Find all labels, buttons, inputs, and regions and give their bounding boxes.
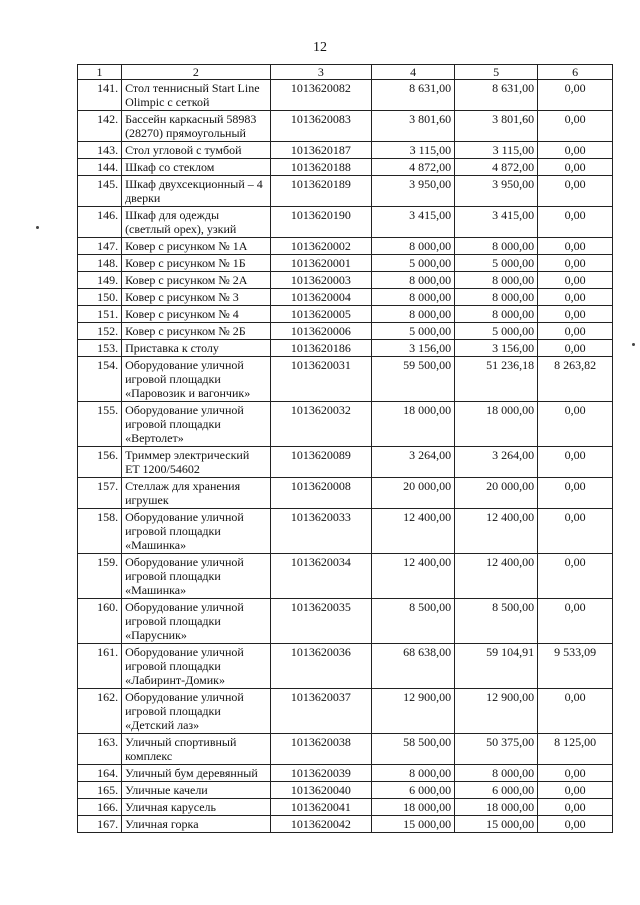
table-row [78,80,613,111]
inventory-code-cell: 1013620038 [270,734,371,765]
book-value-cell: 8 000,00 [372,306,455,323]
depreciation-value-cell: 18 000,00 [455,402,538,447]
depreciation-value-cell: 3 801,60 [455,111,538,142]
inventory-code-cell: 1013620031 [270,357,371,402]
inventory-code-cell: 1013620001 [270,255,371,272]
inventory-code-cell: 1013620190 [270,207,371,238]
residual-value-cell: 0,00 [538,447,613,478]
item-name-cell: Шкаф двухсекционный – 4 дверки [122,176,271,207]
row-number-cell: 160. [78,599,122,644]
row-number-cell: 161. [78,644,122,689]
item-name-cell: Ковер с рисунком № 2А [122,272,271,289]
book-value-cell: 12 900,00 [372,689,455,734]
book-value-cell: 18 000,00 [372,799,455,816]
inventory-code-cell: 1013620187 [270,142,371,159]
table-row [78,782,613,799]
row-number-cell: 167. [78,816,122,833]
table-row [78,554,613,599]
item-name-cell: Оборудование уличной игровой площадки «Парусник» [122,599,271,644]
inventory-code-cell: 1013620083 [270,111,371,142]
book-value-cell: 3 115,00 [372,142,455,159]
column-header: 2 [122,65,271,80]
table-row [78,402,613,447]
item-name-cell: Стол угловой с тумбой [122,142,271,159]
row-number-cell: 154. [78,357,122,402]
row-number-cell: 152. [78,323,122,340]
book-value-cell: 8 631,00 [372,80,455,111]
item-name-cell: Ковер с рисунком № 2Б [122,323,271,340]
book-value-cell: 8 000,00 [372,272,455,289]
column-header: 3 [270,65,371,80]
inventory-code-cell: 1013620189 [270,176,371,207]
scan-speck [632,343,635,346]
inventory-code-cell: 1013620082 [270,80,371,111]
depreciation-value-cell: 4 872,00 [455,159,538,176]
depreciation-value-cell: 18 000,00 [455,799,538,816]
inventory-code-cell: 1013620037 [270,689,371,734]
depreciation-value-cell: 8 631,00 [455,80,538,111]
inventory-code-cell: 1013620186 [270,340,371,357]
depreciation-value-cell: 15 000,00 [455,816,538,833]
residual-value-cell: 0,00 [538,142,613,159]
residual-value-cell: 0,00 [538,272,613,289]
inventory-code-cell: 1013620002 [270,238,371,255]
column-number-row [78,65,613,80]
residual-value-cell: 0,00 [538,509,613,554]
table-row [78,799,613,816]
row-number-cell: 142. [78,111,122,142]
table-row [78,323,613,340]
residual-value-cell: 0,00 [538,306,613,323]
depreciation-value-cell: 8 000,00 [455,765,538,782]
depreciation-value-cell: 51 236,18 [455,357,538,402]
depreciation-value-cell: 12 900,00 [455,689,538,734]
row-number-cell: 164. [78,765,122,782]
book-value-cell: 15 000,00 [372,816,455,833]
inventory-code-cell: 1013620041 [270,799,371,816]
residual-value-cell: 8 125,00 [538,734,613,765]
item-name-cell: Шкаф для одежды (светлый орех), узкий [122,207,271,238]
row-number-cell: 165. [78,782,122,799]
row-number-cell: 141. [78,80,122,111]
depreciation-value-cell: 5 000,00 [455,255,538,272]
inventory-code-cell: 1013620032 [270,402,371,447]
book-value-cell: 4 872,00 [372,159,455,176]
book-value-cell: 5 000,00 [372,323,455,340]
item-name-cell: Приставка к столу [122,340,271,357]
table-row [78,447,613,478]
book-value-cell: 5 000,00 [372,255,455,272]
row-number-cell: 148. [78,255,122,272]
inventory-code-cell: 1013620005 [270,306,371,323]
depreciation-value-cell: 12 400,00 [455,509,538,554]
depreciation-value-cell: 8 000,00 [455,272,538,289]
row-number-cell: 144. [78,159,122,176]
inventory-code-cell: 1013620006 [270,323,371,340]
residual-value-cell: 0,00 [538,159,613,176]
inventory-code-cell: 1013620033 [270,509,371,554]
item-name-cell: Триммер электрический ET 1200/54602 [122,447,271,478]
row-number-cell: 157. [78,478,122,509]
depreciation-value-cell: 8 000,00 [455,306,538,323]
item-name-cell: Оборудование уличной игровой площадки «Детский лаз» [122,689,271,734]
depreciation-value-cell: 59 104,91 [455,644,538,689]
book-value-cell: 3 415,00 [372,207,455,238]
row-number-cell: 143. [78,142,122,159]
table-row [78,142,613,159]
table-row [78,306,613,323]
row-number-cell: 155. [78,402,122,447]
book-value-cell: 18 000,00 [372,402,455,447]
depreciation-value-cell: 3 115,00 [455,142,538,159]
table-body [78,80,613,833]
inventory-code-cell: 1013620089 [270,447,371,478]
book-value-cell: 68 638,00 [372,644,455,689]
residual-value-cell: 0,00 [538,689,613,734]
depreciation-value-cell: 6 000,00 [455,782,538,799]
item-name-cell: Ковер с рисунком № 1А [122,238,271,255]
item-name-cell: Ковер с рисунком № 3 [122,289,271,306]
column-header: 6 [538,65,613,80]
column-header: 4 [372,65,455,80]
item-name-cell: Стеллаж для хранения игрушек [122,478,271,509]
table-row [78,765,613,782]
row-number-cell: 145. [78,176,122,207]
table-row [78,111,613,142]
residual-value-cell: 0,00 [538,340,613,357]
row-number-cell: 151. [78,306,122,323]
residual-value-cell: 0,00 [538,255,613,272]
row-number-cell: 149. [78,272,122,289]
residual-value-cell: 9 533,09 [538,644,613,689]
column-header: 1 [78,65,122,80]
inventory-code-cell: 1013620035 [270,599,371,644]
item-name-cell: Уличная горка [122,816,271,833]
item-name-cell: Оборудование уличной игровой площадки «Машинка» [122,509,271,554]
residual-value-cell: 0,00 [538,765,613,782]
row-number-cell: 166. [78,799,122,816]
inventory-code-cell: 1013620042 [270,816,371,833]
item-name-cell: Ковер с рисунком № 4 [122,306,271,323]
inventory-code-cell: 1013620036 [270,644,371,689]
book-value-cell: 59 500,00 [372,357,455,402]
item-name-cell: Уличный бум деревянный [122,765,271,782]
item-name-cell: Шкаф со стеклом [122,159,271,176]
residual-value-cell: 0,00 [538,111,613,142]
item-name-cell: Стол теннисный Start Line Olimpic с сеткой [122,80,271,111]
book-value-cell: 8 000,00 [372,289,455,306]
row-number-cell: 153. [78,340,122,357]
depreciation-value-cell: 20 000,00 [455,478,538,509]
item-name-cell: Оборудование уличной игровой площадки «Паровозик и вагончик» [122,357,271,402]
residual-value-cell: 0,00 [538,80,613,111]
table-row [78,599,613,644]
table-row [78,357,613,402]
book-value-cell: 8 500,00 [372,599,455,644]
item-name-cell: Уличный спортивный комплекс [122,734,271,765]
item-name-cell: Оборудование уличной игровой площадки «Вертолет» [122,402,271,447]
depreciation-value-cell: 3 156,00 [455,340,538,357]
depreciation-value-cell: 3 415,00 [455,207,538,238]
row-number-cell: 163. [78,734,122,765]
book-value-cell: 8 000,00 [372,238,455,255]
item-name-cell: Оборудование уличной игровой площадки «Машинка» [122,554,271,599]
residual-value-cell: 0,00 [538,176,613,207]
residual-value-cell: 0,00 [538,207,613,238]
residual-value-cell: 0,00 [538,323,613,340]
table-row [78,159,613,176]
residual-value-cell: 0,00 [538,402,613,447]
page-number: 12 [313,40,327,55]
residual-value-cell: 0,00 [538,238,613,255]
depreciation-value-cell: 5 000,00 [455,323,538,340]
residual-value-cell: 0,00 [538,599,613,644]
inventory-code-cell: 1013620039 [270,765,371,782]
table-row [78,289,613,306]
inventory-code-cell: 1013620004 [270,289,371,306]
table-row [78,340,613,357]
book-value-cell: 3 264,00 [372,447,455,478]
inventory-code-cell: 1013620008 [270,478,371,509]
scan-speck [36,226,39,229]
book-value-cell: 3 156,00 [372,340,455,357]
row-number-cell: 150. [78,289,122,306]
residual-value-cell: 0,00 [538,816,613,833]
book-value-cell: 12 400,00 [372,509,455,554]
row-number-cell: 156. [78,447,122,478]
book-value-cell: 20 000,00 [372,478,455,509]
inventory-code-cell: 1013620188 [270,159,371,176]
row-number-cell: 159. [78,554,122,599]
inventory-code-cell: 1013620034 [270,554,371,599]
book-value-cell: 12 400,00 [372,554,455,599]
book-value-cell: 8 000,00 [372,765,455,782]
table-row [78,238,613,255]
inventory-code-cell: 1013620003 [270,272,371,289]
item-name-cell: Уличная карусель [122,799,271,816]
table-row [78,478,613,509]
depreciation-value-cell: 8 000,00 [455,289,538,306]
item-name-cell: Ковер с рисунком № 1Б [122,255,271,272]
depreciation-value-cell: 12 400,00 [455,554,538,599]
residual-value-cell: 0,00 [538,782,613,799]
item-name-cell: Уличные качели [122,782,271,799]
row-number-cell: 146. [78,207,122,238]
residual-value-cell: 0,00 [538,289,613,306]
residual-value-cell: 8 263,82 [538,357,613,402]
row-number-cell: 162. [78,689,122,734]
item-name-cell: Оборудование уличной игровой площадки «Лабиринт-Домик» [122,644,271,689]
depreciation-value-cell: 8 000,00 [455,238,538,255]
book-value-cell: 3 950,00 [372,176,455,207]
book-value-cell: 3 801,60 [372,111,455,142]
table-row [78,255,613,272]
table-row [78,734,613,765]
row-number-cell: 158. [78,509,122,554]
depreciation-value-cell: 3 950,00 [455,176,538,207]
inventory-code-cell: 1013620040 [270,782,371,799]
table-row [78,207,613,238]
table-row [78,816,613,833]
residual-value-cell: 0,00 [538,478,613,509]
column-header: 5 [455,65,538,80]
book-value-cell: 58 500,00 [372,734,455,765]
residual-value-cell: 0,00 [538,799,613,816]
inventory-table [77,64,613,833]
table-row [78,509,613,554]
table-row [78,176,613,207]
residual-value-cell: 0,00 [538,554,613,599]
table-row [78,644,613,689]
depreciation-value-cell: 3 264,00 [455,447,538,478]
depreciation-value-cell: 8 500,00 [455,599,538,644]
depreciation-value-cell: 50 375,00 [455,734,538,765]
book-value-cell: 6 000,00 [372,782,455,799]
row-number-cell: 147. [78,238,122,255]
item-name-cell: Бассейн каркасный 58983 (28270) прямоугольный [122,111,271,142]
table-row [78,272,613,289]
table-row [78,689,613,734]
